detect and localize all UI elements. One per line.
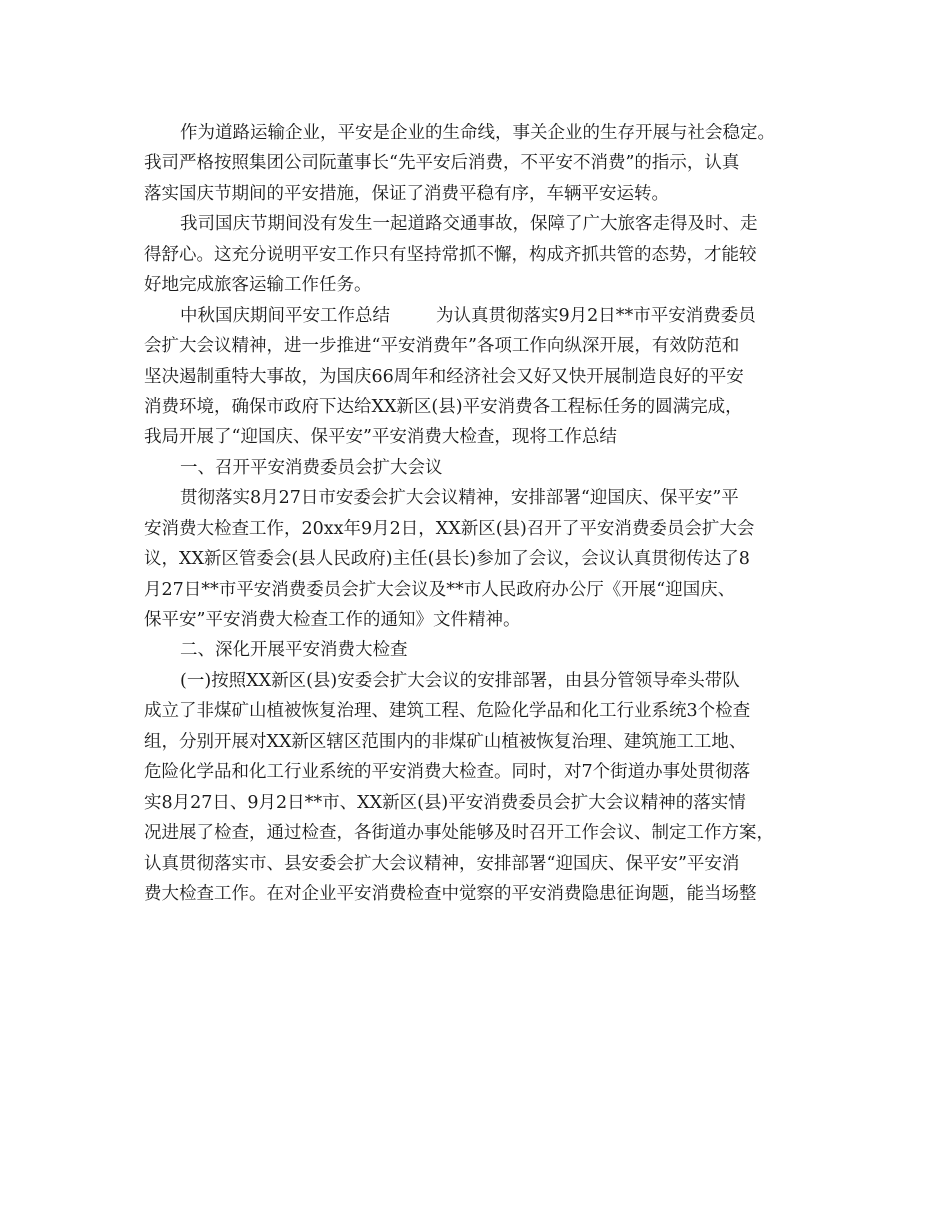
paragraph-line: 况进展了检查，通过检查，各街道办事处能够及时召开工作会议、制定工作方案， bbox=[144, 823, 774, 844]
document-body bbox=[144, 118, 824, 909]
paragraph-line: 好地完成旅客运输工作任务。 bbox=[144, 275, 372, 296]
paragraph-line: 安消费大检查工作，20xx年9月2日，XX新区(县)召开了平安消费委员会扩大会 bbox=[144, 518, 755, 539]
section-title: 中秋国庆期间平安工作总结 bbox=[180, 305, 390, 326]
paragraph-line: 议，XX新区管委会(县人民政府)主任(县长)参加了会议，会议认真贯彻传达了8 bbox=[144, 549, 750, 570]
section-heading: 二、深化开展平安消费大检查 bbox=[180, 640, 408, 661]
paragraph-line: 坚决遏制重特大事故，为国庆66周年和经济社会又好又快开展制造良好的平安 bbox=[144, 366, 744, 387]
paragraph-line: 保平安”平安消费大检查工作的通知》文件精神。 bbox=[144, 610, 521, 630]
paragraph-line: 认真贯彻落实市、县安委会扩大会议精神，安排部署“迎国庆、保平安”平安消 bbox=[144, 853, 740, 874]
paragraph-line: 我司严格按照集团公司阮董事长“先平安后消费，不平安不消费”的指示，认真 bbox=[144, 153, 740, 174]
paragraph-line: 贯彻落实8月27日市安委会扩大会议精神，安排部署“迎国庆、保平安”平 bbox=[180, 488, 739, 509]
paragraph-line: 费大检查工作。在对企业平安消费检查中觉察的平安消费隐患征询题，能当场整 bbox=[144, 883, 757, 904]
paragraph-line: (一)按照XX新区(县)安委会扩大会议的安排部署，由县分管领导牵头带队 bbox=[180, 670, 740, 691]
section-heading: 一、召开平安消费委员会扩大会议 bbox=[180, 457, 443, 478]
paragraph-line: 危险化学品和化工行业系统的平安消费大检查。同时，对7个街道办事处贯彻落 bbox=[144, 762, 751, 783]
paragraph-line: 得舒心。这充分说明平安工作只有坚持常抓不懈，构成齐抓共管的态势，才能较 bbox=[144, 244, 757, 265]
paragraph-line: 会扩大会议精神，进一步推进“平安消费年”各项工作向纵深开展，有效防范和 bbox=[144, 336, 740, 357]
paragraph-line: 作为道路运输企业，平安是企业的生命线，事关企业的生存开展与社会稳定。 bbox=[180, 123, 775, 143]
paragraph-line: 消费环境，确保市政府下达给XX新区(县)平安消费各工程标任务的圆满完成， bbox=[144, 396, 743, 417]
paragraph-line: 月27日**市平安消费委员会扩大会议及**市人民政府办公厅《开展“迎国庆、 bbox=[144, 579, 736, 600]
paragraph-line: 我司国庆节期间没有发生一起道路交通事故，保障了广大旅客走得及时、走 bbox=[180, 214, 758, 235]
paragraph-line: 实8月27日、9月2日**市、XX新区(县)平安消费委员会扩大会议精神的落实情 bbox=[144, 792, 746, 813]
paragraph-line: 我局开展了“迎国庆、保平安”平安消费大检查，现将工作总结 bbox=[144, 427, 617, 448]
paragraph-line: 落实国庆节期间的平安措施，保证了消费平稳有序，车辆平安运转。 bbox=[144, 183, 669, 204]
paragraph-line bbox=[144, 301, 824, 331]
paragraph-line: 成立了非煤矿山植被恢复治理、建筑工程、危险化学品和化工行业系统3个检查 bbox=[144, 701, 751, 722]
paragraph-text: 为认真贯彻落实9月2日**市平安消费委员 bbox=[436, 305, 756, 326]
paragraph-line: 组，分别开展对XX新区辖区范围内的非煤矿山植被恢复治理、建筑施工工地、 bbox=[144, 731, 747, 752]
